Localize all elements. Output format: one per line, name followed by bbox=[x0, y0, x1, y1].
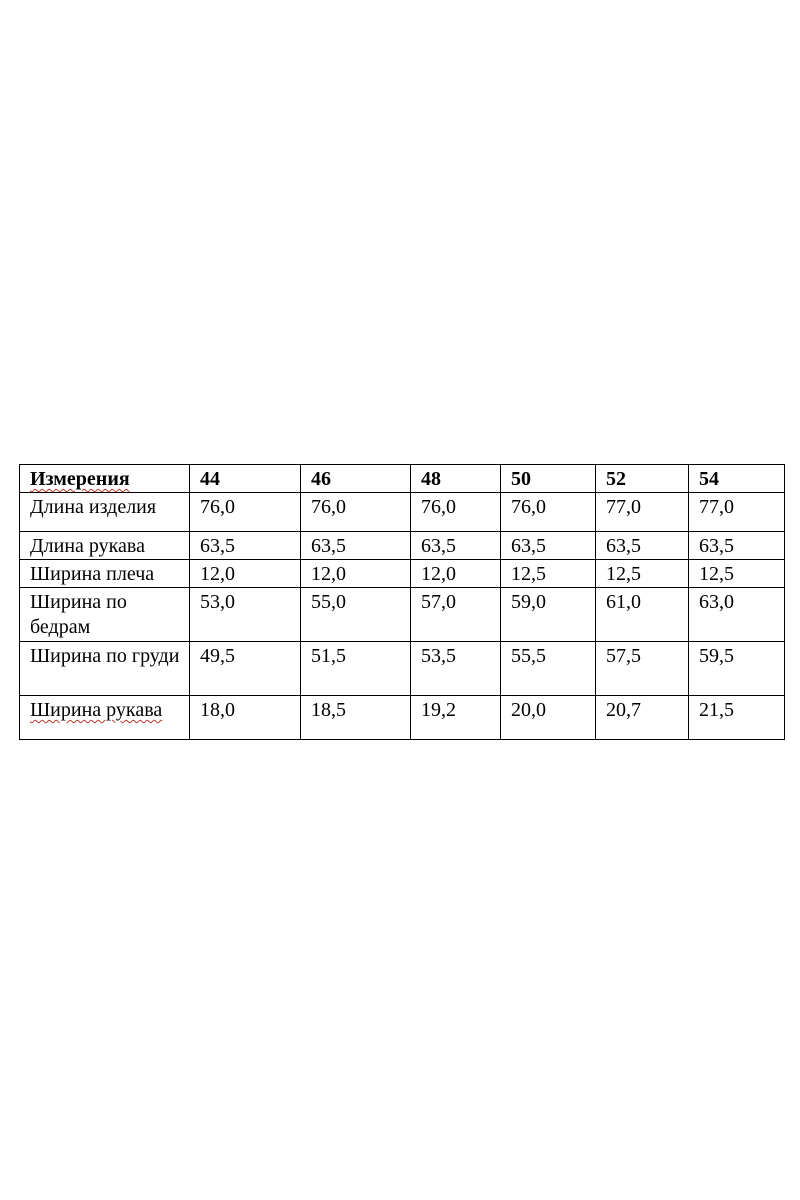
table-cell: 57,0 bbox=[411, 588, 501, 642]
table-cell: 76,0 bbox=[501, 493, 596, 532]
table-cell: 12,0 bbox=[301, 560, 411, 588]
table-cell: 21,5 bbox=[689, 696, 785, 740]
row-label: Ширина рукава bbox=[20, 696, 190, 740]
table-cell: 20,0 bbox=[501, 696, 596, 740]
header-cell-size: 54 bbox=[689, 465, 785, 493]
table-cell: 77,0 bbox=[689, 493, 785, 532]
table-cell: 12,0 bbox=[411, 560, 501, 588]
row-label: Длина рукава bbox=[20, 532, 190, 560]
table-cell: 57,5 bbox=[596, 642, 689, 696]
table-header-row bbox=[20, 465, 785, 493]
row-label: Ширина по бедрам bbox=[20, 588, 190, 642]
table-cell: 51,5 bbox=[301, 642, 411, 696]
table-cell: 12,5 bbox=[596, 560, 689, 588]
table-row bbox=[20, 493, 785, 532]
size-chart-table bbox=[19, 464, 785, 740]
table-cell: 55,5 bbox=[501, 642, 596, 696]
row-label: Ширина плеча bbox=[20, 560, 190, 588]
row-label: Ширина по груди bbox=[20, 642, 190, 696]
table-cell: 63,5 bbox=[501, 532, 596, 560]
table-cell: 55,0 bbox=[301, 588, 411, 642]
table-cell: 12,5 bbox=[689, 560, 785, 588]
table-cell: 20,7 bbox=[596, 696, 689, 740]
table-cell: 63,5 bbox=[301, 532, 411, 560]
table-cell: 18,0 bbox=[190, 696, 301, 740]
header-cell-size: 52 bbox=[596, 465, 689, 493]
table-cell: 53,0 bbox=[190, 588, 301, 642]
header-cell-size: 46 bbox=[301, 465, 411, 493]
header-cell-size: 50 bbox=[501, 465, 596, 493]
table-cell: 63,5 bbox=[596, 532, 689, 560]
table-row bbox=[20, 588, 785, 642]
table-cell: 59,0 bbox=[501, 588, 596, 642]
header-cell-size: 44 bbox=[190, 465, 301, 493]
row-label: Длина изделия bbox=[20, 493, 190, 532]
table-cell: 12,5 bbox=[501, 560, 596, 588]
table-cell: 76,0 bbox=[411, 493, 501, 532]
table-cell: 19,2 bbox=[411, 696, 501, 740]
header-cell-size: 48 bbox=[411, 465, 501, 493]
table-row bbox=[20, 560, 785, 588]
table-cell: 76,0 bbox=[301, 493, 411, 532]
table-cell: 12,0 bbox=[190, 560, 301, 588]
table-cell: 53,5 bbox=[411, 642, 501, 696]
table-cell: 63,5 bbox=[190, 532, 301, 560]
table-cell: 61,0 bbox=[596, 588, 689, 642]
table-cell: 63,5 bbox=[411, 532, 501, 560]
table-cell: 77,0 bbox=[596, 493, 689, 532]
table-row bbox=[20, 696, 785, 740]
table-row bbox=[20, 642, 785, 696]
table-cell: 18,5 bbox=[301, 696, 411, 740]
table-row bbox=[20, 532, 785, 560]
header-cell-measurements: Измерения bbox=[20, 465, 190, 493]
table-cell: 59,5 bbox=[689, 642, 785, 696]
table-cell: 76,0 bbox=[190, 493, 301, 532]
table-cell: 63,5 bbox=[689, 532, 785, 560]
table-cell: 63,0 bbox=[689, 588, 785, 642]
table-cell: 49,5 bbox=[190, 642, 301, 696]
